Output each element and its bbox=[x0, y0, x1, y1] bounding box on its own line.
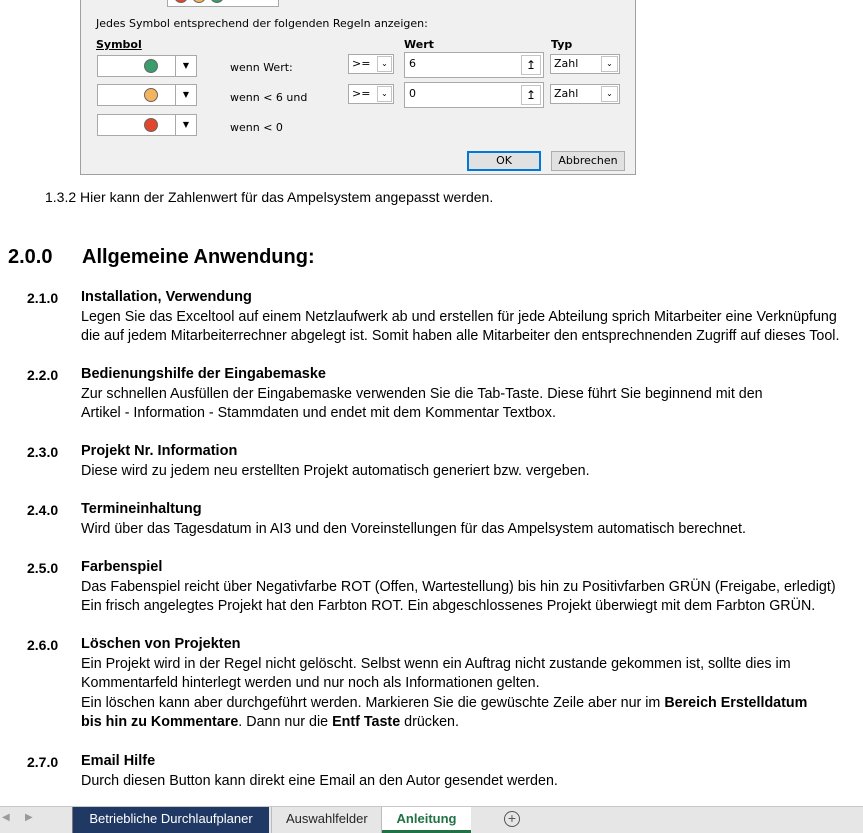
value-text: 0 bbox=[409, 87, 416, 100]
section-title: Löschen von Projekten bbox=[81, 636, 241, 652]
body-line: Artikel - Information - Stammdaten und endet mit dem Kommentar Textbox. bbox=[81, 405, 556, 422]
operator-select[interactable] bbox=[348, 84, 394, 104]
rule-instruction: Jedes Symbol entsprechend der folgenden Regeln anzeigen: bbox=[96, 17, 428, 30]
chevron-down-icon: ⌄ bbox=[377, 56, 392, 72]
symbol-select-green[interactable] bbox=[97, 55, 197, 77]
condition-label: wenn Wert: bbox=[230, 61, 293, 74]
body-line: bis hin zu Kommentare. Dann nur die Entf Taste drücken. bbox=[81, 713, 459, 730]
red-circle-icon bbox=[174, 0, 188, 3]
section-title: Bedienungshilfe der Eingabemaske bbox=[81, 366, 326, 382]
chevron-down-icon: ⌄ bbox=[601, 56, 618, 72]
chevron-down-icon: ▼ bbox=[175, 85, 196, 105]
body-line: Zur schnellen Ausfüllen der Eingabemaske verwenden Sie die Tab-Taste. Diese führt Sie beginnend mit den bbox=[81, 386, 763, 402]
value-input[interactable] bbox=[404, 52, 544, 78]
body-line: Das Fabenspiel reicht über Negativfarbe ROT (Offen, Wartestellung) bis hin zu Positivfarben GRÜN (Freigabe, erledigt) bbox=[81, 579, 836, 595]
operator-select[interactable] bbox=[348, 54, 394, 74]
type-select[interactable] bbox=[550, 84, 620, 104]
section-title: Email Hilfe bbox=[81, 753, 156, 769]
icon-style-preview[interactable] bbox=[167, 0, 279, 7]
select-range-icon[interactable]: ↥ bbox=[521, 55, 541, 75]
section-body bbox=[81, 308, 839, 347]
red-circle-icon bbox=[144, 118, 158, 132]
type-value: Zahl bbox=[554, 57, 579, 70]
section-number: 2.7.0 bbox=[27, 754, 59, 770]
green-circle-icon bbox=[144, 59, 158, 73]
icon-set-rule-dialog bbox=[80, 0, 636, 175]
plus-circle-icon[interactable]: + bbox=[504, 811, 520, 827]
body-line: Ein frisch angelegtes Projekt hat den Farbton ROT. Ein abgeschlossenes Projekt überwiegt mit dem Farbton GRÜN. bbox=[81, 598, 816, 615]
cancel-button[interactable]: Abbrechen bbox=[551, 151, 625, 171]
section-number: 2.5.0 bbox=[27, 560, 59, 576]
column-header-value: Wert bbox=[404, 38, 434, 51]
type-select[interactable] bbox=[550, 54, 620, 74]
section-body bbox=[81, 578, 836, 617]
body-line: Ein Projekt wird in der Regel nicht gelöscht. Selbst wenn ein Auftrag nicht zustande gekommen ist, sollte dies im bbox=[81, 656, 791, 672]
condition-label: wenn < 0 bbox=[230, 121, 283, 134]
sheet-tab-bar bbox=[0, 806, 863, 833]
section-body bbox=[81, 385, 763, 424]
ok-button[interactable]: OK bbox=[467, 151, 541, 171]
section-body bbox=[81, 655, 807, 732]
body-line: die auf jedem Mitarbeiterrechner abgelegt ist. Somit haben alle Mitarbeiter den entsprechnenden Zugriff auf dieses Tool. bbox=[81, 328, 840, 345]
tab-betriebliche-durchlaufplaner[interactable]: Betriebliche Durchlaufplaner bbox=[72, 807, 269, 833]
body-line: Wird über das Tagesdatum in AI3 und den Voreinstellungen für das Ampelsystem automatisch berechnet. bbox=[81, 521, 746, 537]
condition-label: wenn < 6 und bbox=[230, 91, 308, 104]
type-value: Zahl bbox=[554, 87, 579, 100]
page-title: Allgemeine Anwendung: bbox=[82, 246, 315, 268]
section-body bbox=[81, 520, 746, 539]
section-title: Projekt Nr. Information bbox=[81, 443, 238, 459]
section-number: 2.3.0 bbox=[27, 444, 59, 460]
section-number: 2.4.0 bbox=[27, 502, 59, 518]
section-title: Farbenspiel bbox=[81, 559, 163, 575]
value-text: 6 bbox=[409, 57, 416, 70]
scroll-right-icon[interactable]: ▶ bbox=[25, 812, 33, 823]
section-body bbox=[81, 772, 558, 791]
yellow-circle-icon bbox=[192, 0, 206, 3]
section-title: Termineinhaltung bbox=[81, 501, 202, 517]
operator-value: >= bbox=[352, 57, 371, 70]
body-line: Legen Sie das Exceltool auf einem Netzlaufwerk ab und erstellen für jede Abteilung sprich Mitarbeiter eine Verknüpfung bbox=[81, 309, 837, 325]
section-body bbox=[81, 462, 590, 481]
section-number: 2.6.0 bbox=[27, 637, 59, 653]
body-line: Ein löschen kann aber durchgeführt werden. Markieren Sie die gewüschte Zeile aber nur im Bereich Erstelldatum bbox=[81, 694, 808, 711]
select-range-icon[interactable]: ↥ bbox=[521, 85, 541, 105]
chevron-down-icon: ⌄ bbox=[377, 86, 392, 102]
tab-auswahlfelder[interactable]: Auswahlfelder bbox=[271, 807, 382, 833]
heading-number: 2.0.0 bbox=[8, 246, 53, 268]
operator-value: >= bbox=[352, 87, 371, 100]
column-header-type: Typ bbox=[551, 38, 573, 51]
yellow-circle-icon bbox=[144, 88, 158, 102]
section-title: Installation, Verwendung bbox=[81, 289, 252, 305]
body-line: Kommentarfeld hinterlegt werden und nur noch als Informationen gelten. bbox=[81, 675, 540, 692]
chevron-down-icon: ▼ bbox=[175, 56, 196, 76]
chevron-down-icon: ▼ bbox=[175, 115, 196, 135]
chevron-down-icon: ⌄ bbox=[601, 86, 618, 102]
green-circle-icon bbox=[210, 0, 224, 3]
scroll-left-icon[interactable]: ◀ bbox=[2, 812, 10, 823]
value-input[interactable] bbox=[404, 82, 544, 108]
ampel-note: 1.3.2 Hier kann der Zahlenwert für das Ampelsystem angepasst werden. bbox=[45, 189, 494, 205]
column-header-symbol: Symbol bbox=[96, 38, 142, 51]
symbol-select-red[interactable] bbox=[97, 114, 197, 136]
section-number: 2.1.0 bbox=[27, 290, 59, 306]
section-number: 2.2.0 bbox=[27, 367, 59, 383]
symbol-select-yellow[interactable] bbox=[97, 84, 197, 106]
body-line: Diese wird zu jedem neu erstellten Projekt automatisch generiert bzw. vergeben. bbox=[81, 463, 590, 479]
tab-anleitung[interactable]: Anleitung bbox=[382, 807, 471, 833]
body-line: Durch diesen Button kann direkt eine Email an den Autor gesendet werden. bbox=[81, 773, 558, 789]
